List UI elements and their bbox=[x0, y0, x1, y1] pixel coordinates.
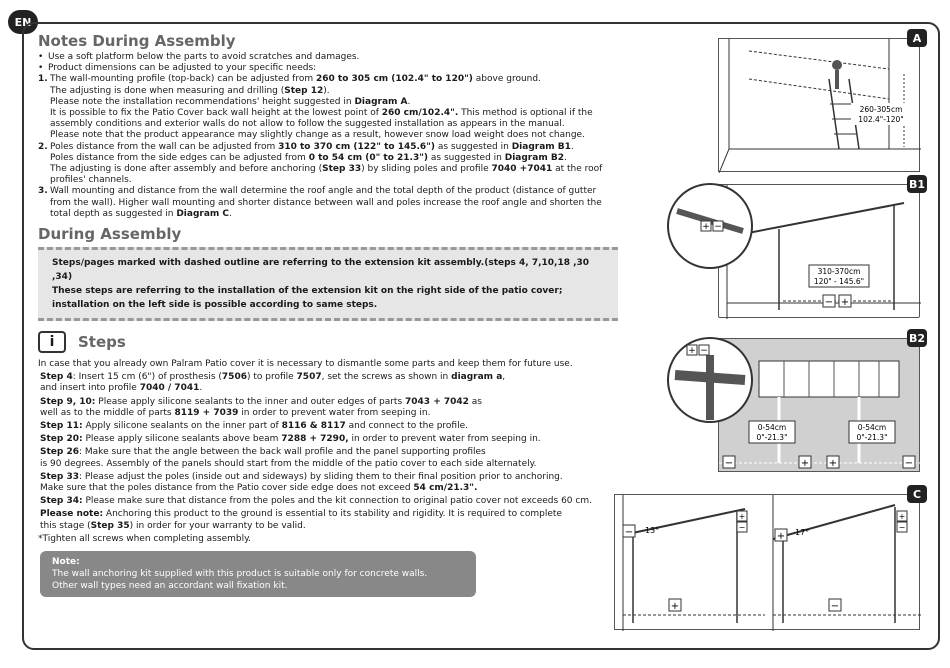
diagram-c-label: C bbox=[907, 485, 927, 503]
step-4: Step 4: Insert 15 cm (6") of prosthesis (7506) to profile 7507, set the screws as shown in diagram a, and insert into profile 7040 / 7041. bbox=[40, 372, 506, 394]
diagram-b1-dim-1: 310-370cm bbox=[817, 267, 861, 276]
note-2: 2. Poles distance from the wall can be adjusted from 310 to 370 cm (122" to 145.6") as suggested in Diagram B1. Poles distance from the side edges can be adjusted from 0 to 54 cm (0" to 21.3") as suggested in Diagram B2. The adjusting is done after assembly and before anchoring (Step 33) by sliding poles and profile 7040 +7041 at the roof profiles' channels. bbox=[38, 141, 603, 186]
diagram-c-angle-1: 13° bbox=[645, 526, 660, 535]
diagram-a-dim-2: 102.4"-120" bbox=[858, 115, 904, 124]
diagram-b2-label: B2 bbox=[907, 329, 927, 347]
extension-line-1: Steps/pages marked with dashed outline are referring to the extension kit assembly.(steps 4, 7,10,18 ,30 ,34) bbox=[52, 258, 590, 283]
svg-text:−: − bbox=[898, 523, 906, 532]
svg-text:+: + bbox=[840, 297, 850, 308]
svg-text:−: − bbox=[714, 222, 722, 232]
extension-line-2: These steps are referring to the installation of the extension kit on the right side of the patio cover; bbox=[52, 286, 563, 297]
note-3: 3. Wall mounting and distance from the wall determine the roof angle and the total depth of the product (distance of gutter from the wall). Higher wall mounting and shorter distance between wall and poles increase the roof angle and shorten the total depth as suggested in Diagram C. bbox=[38, 186, 602, 219]
svg-text:−: − bbox=[624, 527, 634, 538]
note-line-2: Other wall types need an accordant wall fixation kit. bbox=[52, 581, 288, 592]
diagram-c bbox=[614, 487, 922, 630]
step-20: Step 20: Please apply silicone sealants above beam 7288 + 7290, in order to prevent water from seeping in. bbox=[40, 434, 541, 445]
step-33: Step 33: Please adjust the poles (inside out and sideways) by sliding them to their final position prior to anchoring. Make sure that the poles distance from the Patio cover side edge does not exceed 54 cm/21.3". bbox=[40, 471, 563, 494]
note-box bbox=[40, 551, 476, 597]
diagram-b1 bbox=[702, 177, 926, 318]
svg-text:−: − bbox=[904, 458, 914, 469]
svg-text:+: + bbox=[670, 601, 680, 612]
diagram-b2-right-dim-2: 0"-21.3" bbox=[856, 433, 888, 442]
note-line-1: The wall anchoring kit supplied with this product is suitable only for concrete walls. bbox=[52, 569, 428, 580]
diagram-a-label: A bbox=[907, 29, 927, 47]
bullet-2: • Product dimensions can be adjusted to your specific needs: bbox=[38, 63, 618, 74]
svg-text:+: + bbox=[702, 222, 710, 232]
note-1: 1. The wall-mounting profile (top-back) can be adjusted from 260 to 305 cm (102.4" to 120") above ground. The adjusting is done when measuring and drilling (Step 12). Please note the installation recommendations' height suggested in Diagram A. It is possible to fix the Patio Cover back wall height at the lowest point of 260 cm/102.4". This method is optional if the assembly conditions and exterior walls do not allow to follow the suggested installation as appears in the manual. Please note that the product appearance may slightly change as a result, however snow load weight does not change. bbox=[38, 74, 593, 141]
info-icon: i bbox=[38, 331, 66, 353]
svg-text:+: + bbox=[688, 346, 696, 356]
svg-text:−: − bbox=[724, 458, 734, 469]
diagram-b1-dim-2: 120" - 145.6" bbox=[813, 277, 865, 286]
step-9-10: Step 9, 10: Please apply silicone sealants to the inner and outer edges of parts 7043 + 7042 as well as to the middle of parts 8119 + 7039 in order to prevent water from seeping in. bbox=[40, 396, 482, 418]
instructions-column bbox=[38, 32, 618, 597]
diagram-b1-zoom-icon bbox=[665, 181, 755, 271]
diagram-a-drawing bbox=[719, 39, 921, 173]
step-26: Step 26: Make sure that the angle between the back wall profile and the panel supporting profiles is 90 degrees. Assembly of the panels should start from the middle of the patio cover to each side alternately. bbox=[40, 447, 537, 469]
diagram-c-angle-2: 17° bbox=[795, 528, 810, 537]
extension-line-3: installation on the left side is possible according to same steps. bbox=[52, 300, 378, 311]
diagram-b2-zoom-icon bbox=[665, 335, 755, 425]
svg-text:−: − bbox=[700, 346, 708, 356]
diagram-b2 bbox=[688, 331, 926, 472]
step-34: Step 34: Please make sure that distance from the poles and the kit connection to original patio cover not exceeds 60 cm. bbox=[40, 496, 592, 507]
svg-text:+: + bbox=[828, 458, 838, 469]
svg-text:+: + bbox=[898, 512, 906, 521]
note-title: Note: bbox=[52, 557, 80, 568]
diagram-a bbox=[718, 31, 922, 172]
notes-title: Notes During Assembly bbox=[38, 32, 236, 50]
diagram-c-drawing bbox=[615, 495, 921, 631]
svg-text:+: + bbox=[776, 531, 786, 542]
diagram-b1-label: B1 bbox=[907, 175, 927, 193]
svg-text:−: − bbox=[824, 297, 834, 308]
steps-title: Steps bbox=[78, 333, 126, 352]
extension-kit-box bbox=[38, 247, 618, 321]
svg-text:−: − bbox=[830, 601, 840, 612]
diagram-a-dim-1: 260-305cm bbox=[859, 105, 903, 114]
step-11: Step 11: Apply silicone sealants on the inner part of 8116 & 8117 and connect to the profile. bbox=[40, 421, 469, 432]
bullet-1: • Use a soft platform below the parts to avoid scratches and damages. bbox=[38, 52, 618, 63]
steps-intro: In case that you already own Palram Patio cover it is necessary to dismantle some parts and keep them for future use. bbox=[38, 359, 573, 370]
diagram-b2-left-dim-2: 0"-21.3" bbox=[756, 433, 788, 442]
svg-text:+: + bbox=[800, 458, 810, 469]
svg-text:−: − bbox=[738, 523, 746, 532]
diagram-b2-right-dim-1: 0-54cm bbox=[857, 423, 887, 432]
diagram-b2-left-dim-1: 0-54cm bbox=[757, 423, 787, 432]
language-badge: EN bbox=[8, 10, 38, 34]
please-note: Please note: Anchoring this product to the ground is essential to its stability and rigidity. It is required to complete this stage (Step 35) in order for your warranty to be valid. bbox=[40, 509, 562, 531]
during-title: During Assembly bbox=[38, 225, 182, 244]
tighten-note: *Tighten all screws when completing assembly. bbox=[38, 533, 251, 544]
notes-body bbox=[38, 52, 618, 220]
svg-text:+: + bbox=[738, 512, 746, 521]
steps-header bbox=[38, 331, 618, 353]
